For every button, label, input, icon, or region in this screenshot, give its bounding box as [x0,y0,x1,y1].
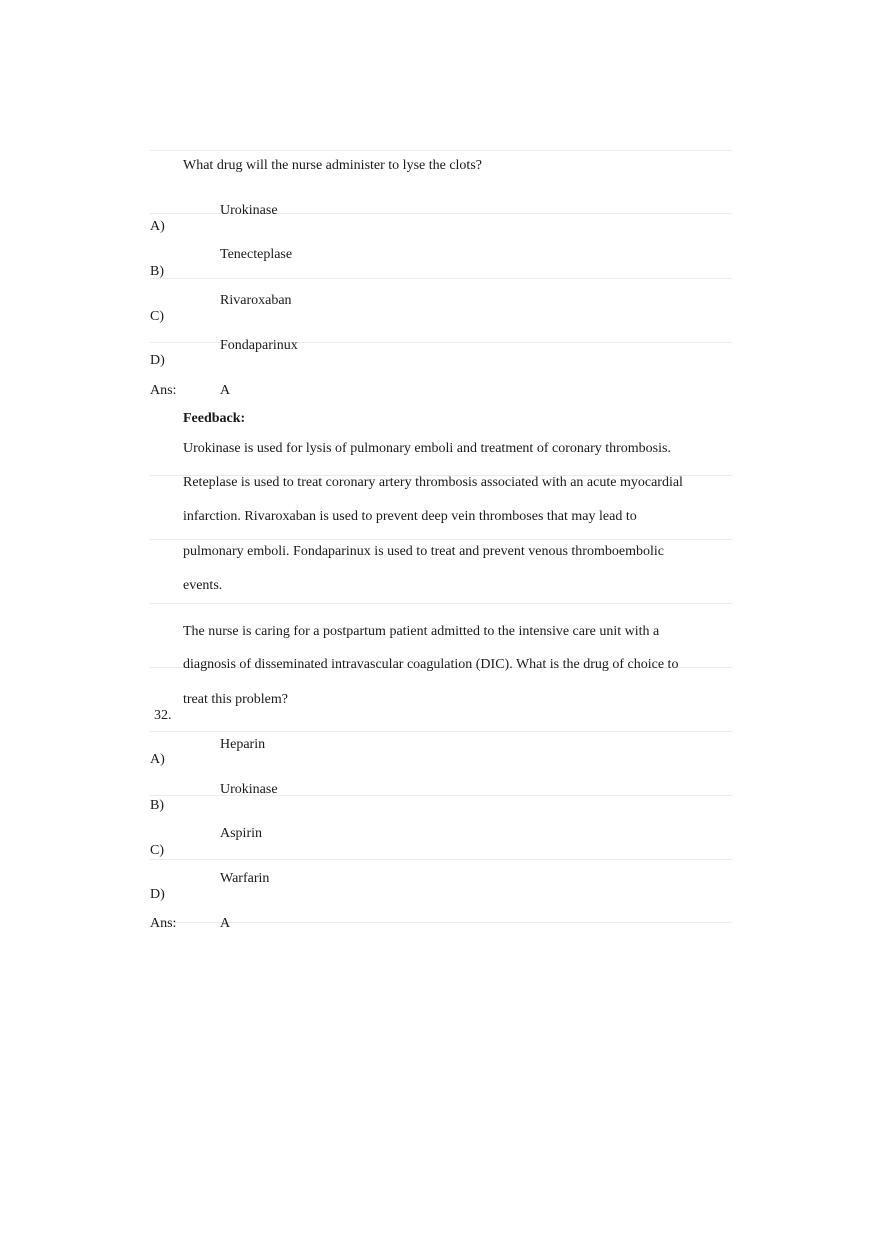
table-rule [150,731,732,732]
option-text: Aspirin [220,826,262,841]
option-text: Heparin [220,737,266,752]
option-label: B) [150,264,164,279]
question-text-line: The nurse is caring for a postpartum patient admitted to the intensive care unit with a [183,624,660,639]
answer-label: Ans: [150,383,177,398]
option-label: D) [150,353,165,368]
question-text: What drug will the nurse administer to lyse the clots? [183,158,482,173]
feedback-line: infarction. Rivaroxaban is used to prevent deep vein thromboses that may lead to [183,509,637,524]
option-label: B) [150,798,164,813]
feedback-line: pulmonary emboli. Fondaparinux is used to treat and prevent venous thromboembolic [183,544,664,559]
option-label: A) [150,752,165,767]
option-label: C) [150,309,164,324]
table-rule [150,922,732,923]
table-rule [150,539,732,540]
option-text: Rivaroxaban [220,293,292,308]
option-text: Warfarin [220,871,270,886]
feedback-line: Urokinase is used for lysis of pulmonary emboli and treatment of coronary thrombosis. [183,441,671,456]
question-number: 32. [154,708,172,723]
answer-value: A [220,383,231,398]
option-label: D) [150,887,165,902]
feedback-line: events. [183,578,223,593]
option-text: Tenecteplase [220,247,293,262]
option-text: Urokinase [220,203,278,218]
table-rule [150,859,732,860]
option-label: A) [150,219,165,234]
option-text: Urokinase [220,782,278,797]
table-rule [150,150,732,151]
table-rule [150,278,732,279]
answer-value: A [220,916,231,931]
feedback-line: Reteplase is used to treat coronary artery thrombosis associated with an acute myocardial [183,475,683,490]
option-label: C) [150,843,164,858]
question-text-line: diagnosis of disseminated intravascular coagulation (DIC). What is the drug of choice to [183,657,679,672]
question-text-line: treat this problem? [183,692,288,707]
table-rule [150,603,732,604]
answer-label: Ans: [150,916,177,931]
option-text: Fondaparinux [220,338,298,353]
feedback-heading: Feedback: [183,411,246,426]
